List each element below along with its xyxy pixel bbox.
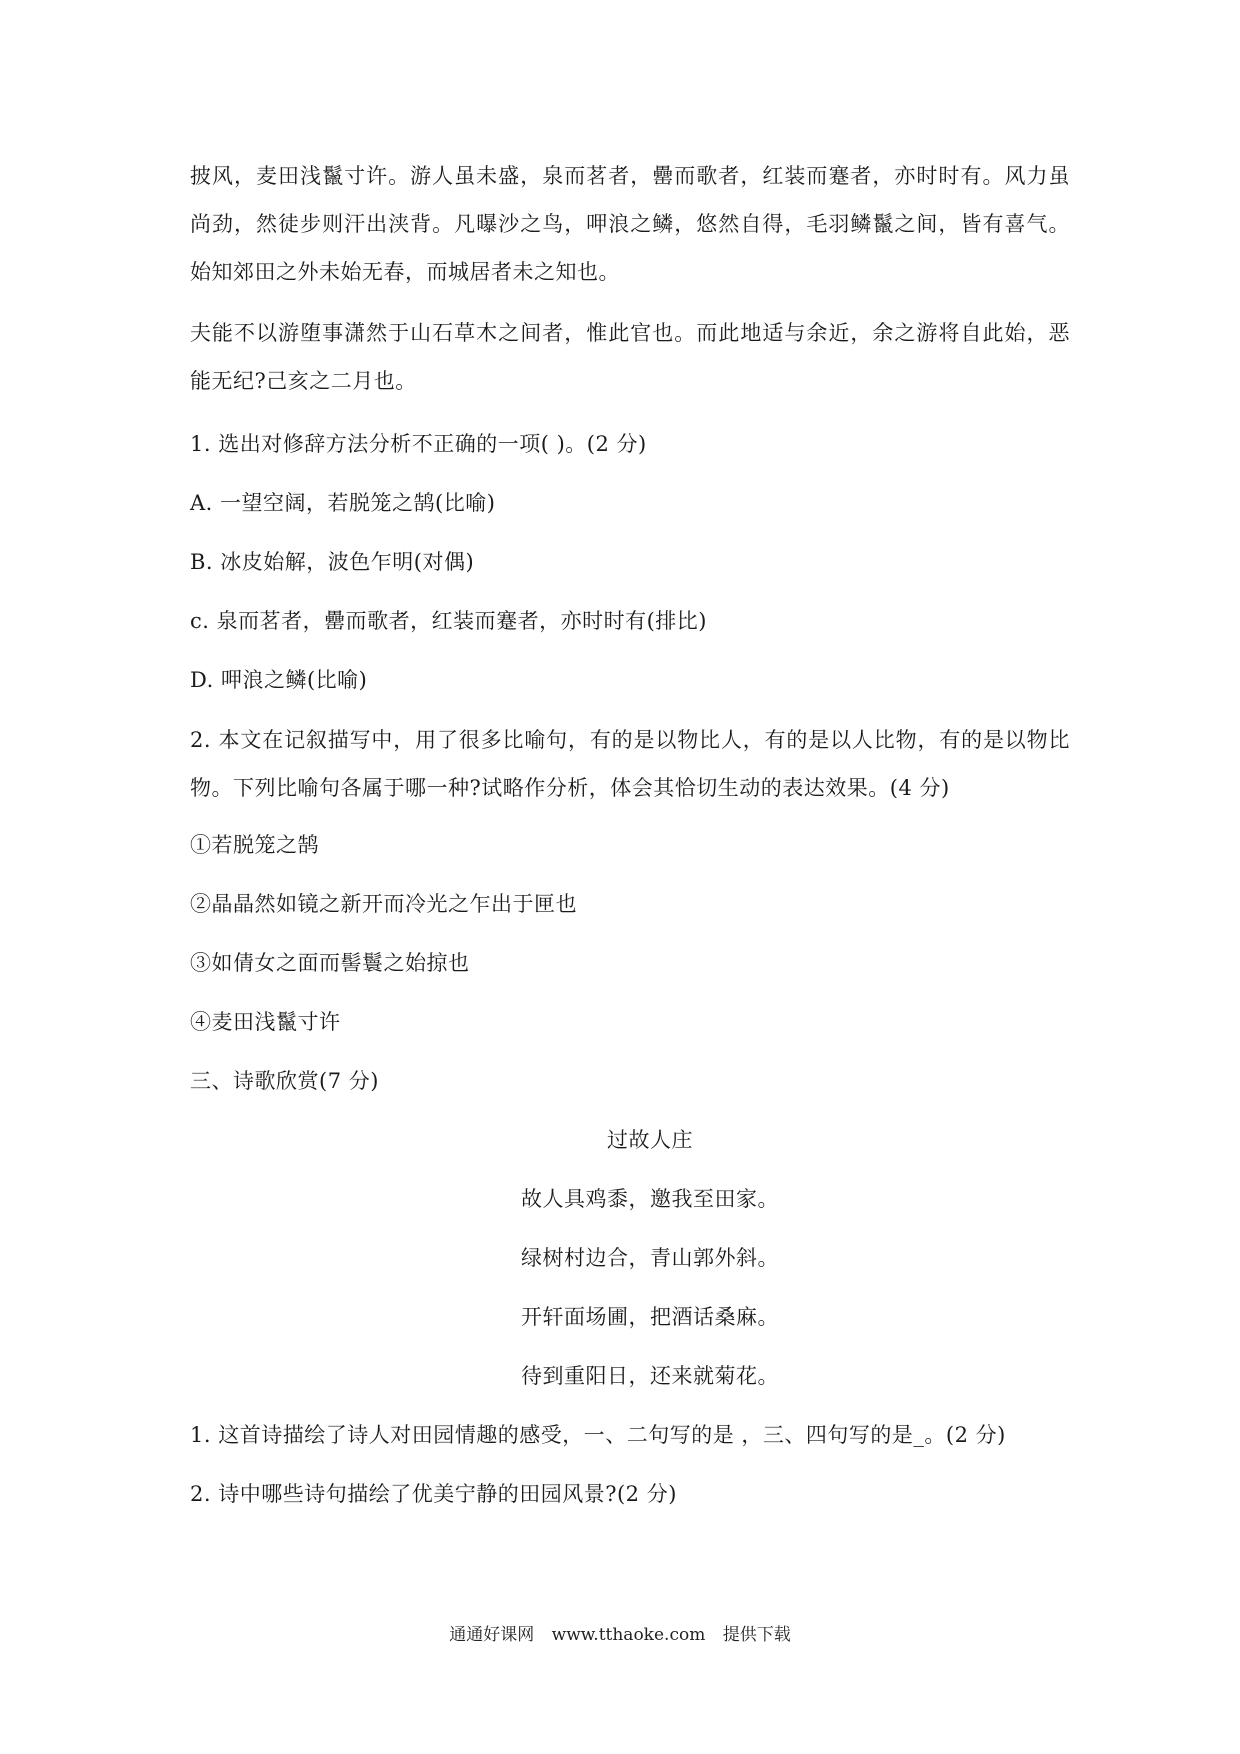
page-footer — [0, 1620, 1240, 1645]
passage-paragraph-2: 夫能不以游堕事潇然于山石草木之间者，惟此官也。而此地适与余近，余之游将自此始，恶能无纪?己亥之二月也。 — [190, 321, 1070, 393]
question-2-item-4: ④麦田浅鬣寸许 — [190, 1010, 341, 1034]
poem-title: 过故人庄 — [607, 1128, 693, 1152]
question-2-item-3: ③如倩女之面而髻鬟之始掠也 — [190, 951, 470, 975]
question-1 — [190, 415, 1070, 710]
passage-paragraph-1: 披风，麦田浅鬣寸许。游人虽未盛，泉而茗者，罍而歌者，红装而蹇者，亦时时有。风力虽尚劲，然徒步则汗出浃背。凡曝沙之鸟，呷浪之鳞，悠然自得，毛羽鳞鬣之间，皆有喜气。始知郊田之外未始无春，而城居者未之知也。 — [190, 164, 1070, 284]
footer-note: 提供下载 — [722, 1625, 791, 1645]
document-body — [190, 152, 1070, 1524]
poem-question-2: 2. 诗中哪些诗句描绘了优美宁静的田园风景?(2 分) — [190, 1482, 677, 1506]
section-3-heading: 三、诗歌欣赏(7 分) — [190, 1069, 379, 1093]
section-3 — [190, 1052, 1070, 1524]
poem-line-4: 待到重阳日，还来就菊花。 — [521, 1364, 779, 1388]
question-2-item-1: ①若脱笼之鹄 — [190, 833, 319, 857]
question-2-stem: 2. 本文在记叙描写中，用了很多比喻句，有的是以物比人，有的是以人比物，有的是以物比物。下列比喻句各属于哪一种?试略作分析，体会其恰切生动的表达效果。(4 分) — [190, 728, 1070, 800]
poem-line-3: 开轩面场圃，把酒话桑麻。 — [521, 1305, 779, 1329]
question-1-stem: 1. 选出对修辞方法分析不正确的一项( )。(2 分) — [190, 432, 647, 456]
question-1-option-d: D. 呷浪之鳞(比喻) — [190, 668, 368, 692]
question-2-item-2: ②晶晶然如镜之新开而冷光之乍出于匣也 — [190, 892, 577, 916]
question-2 — [190, 716, 1070, 1052]
footer-url: www.tthaoke.com — [551, 1625, 706, 1645]
footer-site-name: 通通好课网 — [449, 1625, 535, 1645]
poem-line-2: 绿树村边合，青山郭外斜。 — [521, 1246, 779, 1270]
poem-line-1: 故人具鸡黍，邀我至田家。 — [521, 1187, 779, 1211]
question-1-option-c: c. 泉而茗者，罍而歌者，红装而蹇者，亦时时有(排比) — [190, 609, 707, 633]
poem-question-1: 1. 这首诗描绘了诗人对田园情趣的感受，一、二句写的是 ，三、四句写的是_。(2 分) — [190, 1423, 1006, 1447]
question-1-option-b: B. 冰皮始解，波色乍明(对偶) — [190, 550, 475, 574]
question-1-option-a: A. 一望空阔，若脱笼之鹄(比喻) — [190, 491, 496, 515]
